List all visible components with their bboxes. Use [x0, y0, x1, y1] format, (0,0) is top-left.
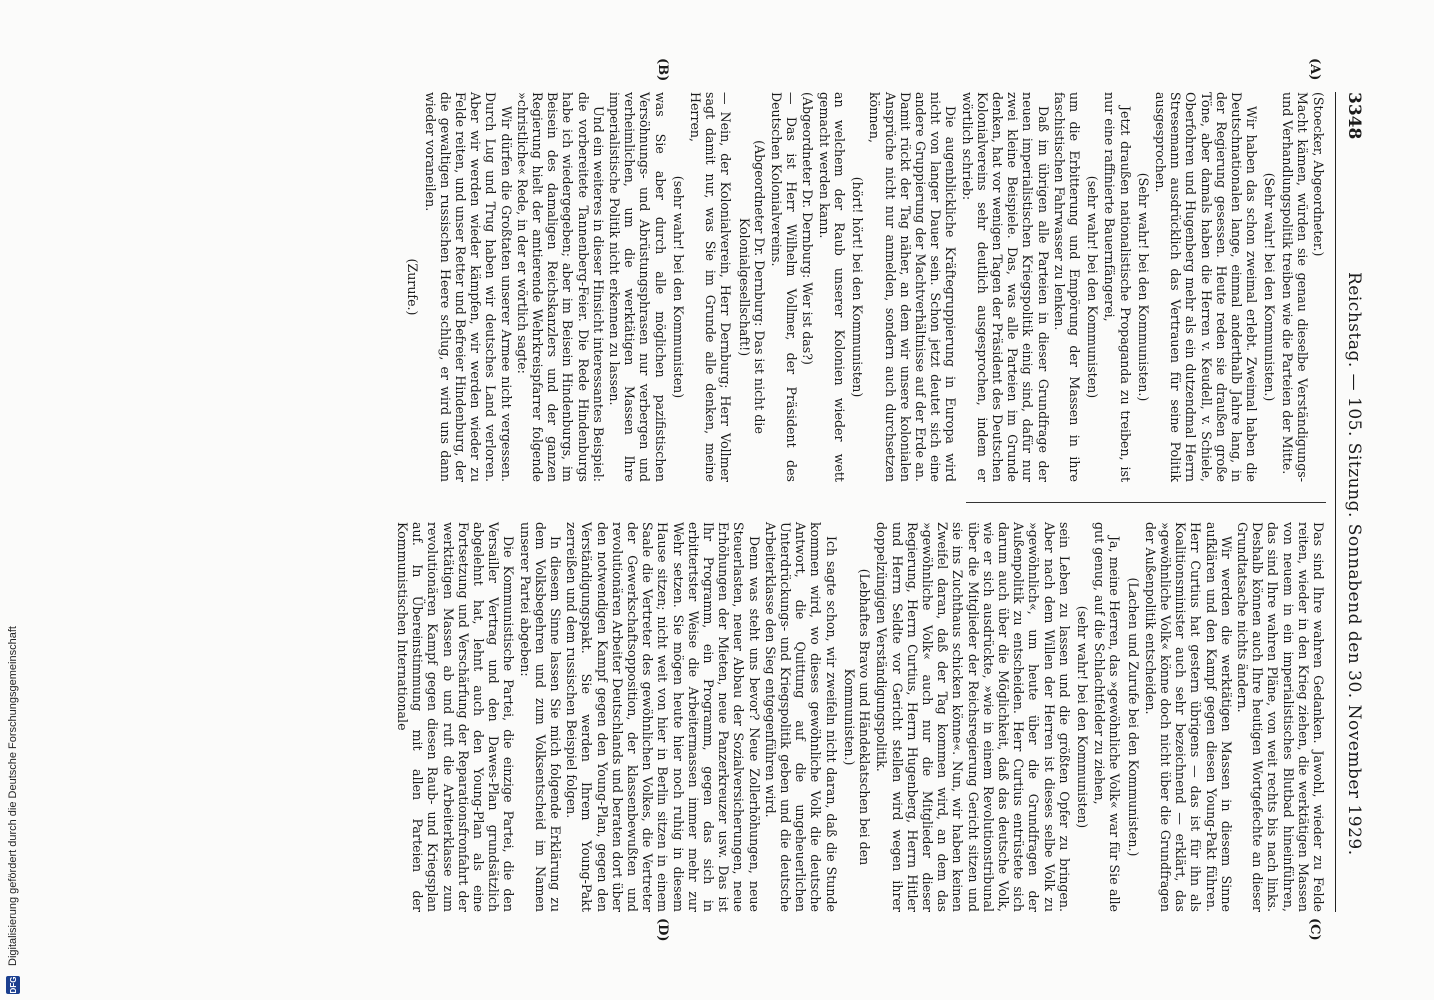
paragraph: was Sie aber durch alle möglichen pazifistischen Versöhnungs- und Abrüstungsphrasen nur verbergen und verheimlichen, um die werktätigen Massen Ihre imperialistische Politik nicht erkennen zu lassen.: [607, 92, 668, 482]
paragraph: Ich sagte schon, wir zweifeln nicht daran, daß die Stunde kommen wird, wo dieses gewöhnliche Volk die deutsche Antwort, die Quittung auf die ungeheuerlichen Unterdrückungs- und Kriegspolitik geben und die deutsche Arbeiterklasse den Sieg entgegenführen wird.: [762, 522, 839, 912]
interjection: (Zurufe.): [405, 258, 421, 316]
page-header: [1340, 92, 1370, 912]
paragraph: um die Erbitterung und Empörung der Massen in ihre faschistischen Fahrwasser zu lenken.: [1051, 92, 1082, 482]
margin-marker-c: (C): [1307, 918, 1322, 941]
rotated-newspaper-page: [130, 58, 1370, 942]
interjection: (hört! hört! bei den Kommunisten): [850, 176, 866, 398]
paragraph: Die Kommunistische Partei, die einzige Partei, die den Versailler Vertrag und den Dawes-Plan grundsätzlich abgelehnt hat, lehnt auch den Young-Plan als eine Fortsetzung und Verschärfung der Reparationsfronfahrt der werktätigen Massen ab und ruft die Arbeiterklasse zum revolutionären Kampf gegen diesen Raub- und Kriegsplan auf. In Übereinstimmung mit allen Parteien der Kommunistischen Internationale: [395, 522, 517, 912]
margin-marker-d: (D): [655, 918, 670, 942]
paragraph: — Das ist Herr Wilhelm Vollmer, der Präsident des Deutschen Kolonialvereins.: [769, 92, 800, 482]
column-divider: [966, 502, 1326, 503]
paragraph: Das sind Ihre wahren Gedanken. Jawohl, wieder zu Felde reiten, wieder in den Krieg ziehen, die werktätigen Massen von neuem in ein imperialistisches Blutbad hineinführen, das sind Ihre wahren Pläne, von weit rechts bis nach links. Deshalb können auch Ihre heutigen Wortgefechte an dieser Grundtatsache nichts ändern.: [1234, 522, 1326, 912]
paragraph: (Abgeordneter Dr. Dernburg: Wer ist das?): [800, 92, 816, 365]
interjection: (Abgeordneter Dr. Dernburg: Das ist nicht die Kolonialgesellschaft!): [736, 140, 767, 434]
interjection: (Sehr wahr! bei den Kommunisten.): [1262, 172, 1278, 402]
paragraph: Die augenblickliche Kräftegruppierung in Europa wird nicht von langer Dauer sein. Schon jetzt deutet sich eine andere Gruppierung der Machtverhältnisse auf der Erde an. Damit rückt der Tag näher, an dem wir unsere kolonialen Ansprüche nicht nur anmelden, sondern auch durchsetzen können,: [867, 92, 959, 482]
interjection: (sehr wahr! bei den Kommunisten): [1085, 175, 1101, 399]
paragraph: an welchem der Raub unserer Kolonien wieder wett gemacht werden kann.: [816, 92, 847, 482]
paragraph: Wir dürfen die Großtaten unserer Armee nicht vergessen. Durch Lug und Trug haben wir deutsches Land verloren. Aber wir werden wieder kämpfen, wir werden wieder zu Felde reiten, und unser Retter und Befreier Hindenburg, der die gewaltigen russischen Heere schlug, er wird uns dann wieder voraneilen.: [422, 92, 514, 482]
left-text-column: [402, 92, 1326, 482]
right-text-column: [394, 522, 1326, 912]
paragraph: sein Leben zu lassen und die größten Opfer zu bringen. Aber nach dem Willen der Herren ist dieses selbe Volk zu »gewöhnlich«, um heute über die Grundfragen der Außenpolitik zu entscheiden. Herr Curtius entrüstete sich darum auch über die Möglichkeit, daß das deutsche Volk, wie er sich ausdrückte, »wie in einem Revolutionstribunal über die Mitglieder der Reichsregierung Gericht sitzen und sie ins Zuchthaus schicken könne«. Nun, wir haben keinen Zweifel daran, daß der Tag kommen wird, an dem das »gewöhnliche Volk« auch nur die Mitglieder dieser Regierung, Herrn Curtius, Herrn Hugenberg, Herrn Hitler und Herrn Seldte vor Gericht stellen wird wegen ihrer doppelzüngigen Verständigungspolitik.: [874, 522, 1072, 912]
paragraph: (Stoecker, Abgeordneter.): [1311, 92, 1326, 257]
paragraph: Denn was steht uns bevor? Neue Zollerhöhungen, neue Steuerlasten, neuer Abbau der Sozialversicherungen, neue Erhöhungen der Mieten, neue Panzerkreuzer usw. Das ist Ihr Programm, ein Programm, gegen das sich in erbittertster Weise die Arbeitermassen immer mehr zur Wehr setzen. Sie mögen heute hier noch ruhig in diesem Hause sitzen; nicht weit von hier in Berlin sitzen in einem Saale die Vertreter des gewöhnlichen Volkes, die Vertreter der Gewerkschaftsopposition, der klassenbewußten und revolutionären Arbeiter Deutschlands und beraten dort über den notwendigen Kampf gegen den Young-Plan, gegen den Verständigungspakt. Sie werden Ihrem Young-Pakt zerreißen und dem russischen Beispiel folgen.: [564, 522, 762, 912]
margin-marker-a: (A): [1307, 58, 1322, 81]
interjection: (sehr wahr! bei den Kommunisten): [670, 175, 686, 399]
interjection: (Lachen und Zurufe bei den Kommunisten.): [1125, 577, 1141, 857]
paragraph: Wir werden die werktätigen Massen in diesem Sinne aufklären und den Kampf gegen diesen Young-Pakt führen. Herr Curtius hat gestern übrigens — das ist für ihn als Koalitionsminister auch sehr bezeichnend — erklärt, das »gewöhnliche Volk« könne doch nicht über die Grundfragen der Außenpolitik entscheiden.: [1142, 522, 1234, 912]
interjection: (Sehr wahr! bei den Kommunisten.): [1135, 172, 1151, 402]
credit-text: Digitalisierung gefördert durch die Deutsche Forschungsgemeinschaft: [7, 626, 19, 966]
margin-marker-b: (B): [655, 58, 670, 82]
paragraph: Macht kämen, würden sie genau dieselbe Verständigungs- und Verhandlungspolitik treiben wie die Parteien der Mitte.: [1279, 92, 1310, 482]
page-title: Reichstag. — 105. Sitzung. Sonnabend den 30. November 1929.: [1344, 272, 1364, 856]
paragraph: Wir haben das schon zweimal erlebt. Zweimal haben die Deutschnationalen lange, einmal anderthalb Jahre lang, in der Regierung gesessen. Heute reden sie draußen große Töne, aber damals haben die Herren v. Keudell, v. Schiele, Oberfohren und Hugenberg mehr als ein dutzendmal Herrn Stresemann ausdrücklich das Vertrauen für seine Politik ausgesprochen.: [1152, 92, 1260, 482]
dfg-logo: DFG: [6, 976, 20, 994]
paragraph: In diesem Sinne lassen Sie mich folgende Erklärung zu dem Volksbegehren und zum Volksentscheid im Namen unserer Partei abgeben:: [517, 522, 564, 912]
paragraph: Und ein weiteres in dieser Hinsicht interessantes Beispiel: die vorbereitete Tannenberg-Feier. Die Rede Hindenburgs habe ich wiedergegeben; aber im Beisein Hindenburgs, im Beisein des damaligen Reichskanzlers und der ganzen Regierung hielt der amtierende Wehrkreispfarrer folgende »christliche« Rede, in der er wörtlich sagte:: [514, 92, 606, 482]
digitization-credit: [2, 0, 24, 1000]
interjection: (sehr wahr! bei den Kommunisten): [1074, 605, 1090, 829]
paragraph: Daß im übrigen alle Parteien in dieser Grundfrage der neuen imperialistischen Kriegspolitik einig sind, dafür nur zwei kleine Beispiele. Das, was alle Parteien im Grunde denken, hat vor wenigen Tagen der Präsident des Deutschen Kolonialvereins sehr deutlich ausgesprochen, indem er wörtlich schrieb:: [959, 92, 1051, 482]
interjection: (Lebhaftes Bravo und Händeklatschen bei den Kommunisten.): [841, 568, 873, 866]
header-divider: [1335, 92, 1336, 912]
paragraph: Jetzt draußen nationalistische Propaganda zu treiben, ist nur eine raffinierte Bauernfängerei,: [1102, 92, 1133, 482]
paragraph: Ja, meine Herren, das »gewöhnliche Volk« war für Sie alle gut genug, auf die Schlachtfelder zu ziehen,: [1092, 522, 1123, 912]
paragraph: — Nein, der Kolonialverein, Herr Dernburg; Herr Vollmer sagt damit nur, was Sie im Grunde alle denken, meine Herren,: [688, 92, 734, 482]
page-number: 3348: [1344, 92, 1364, 140]
